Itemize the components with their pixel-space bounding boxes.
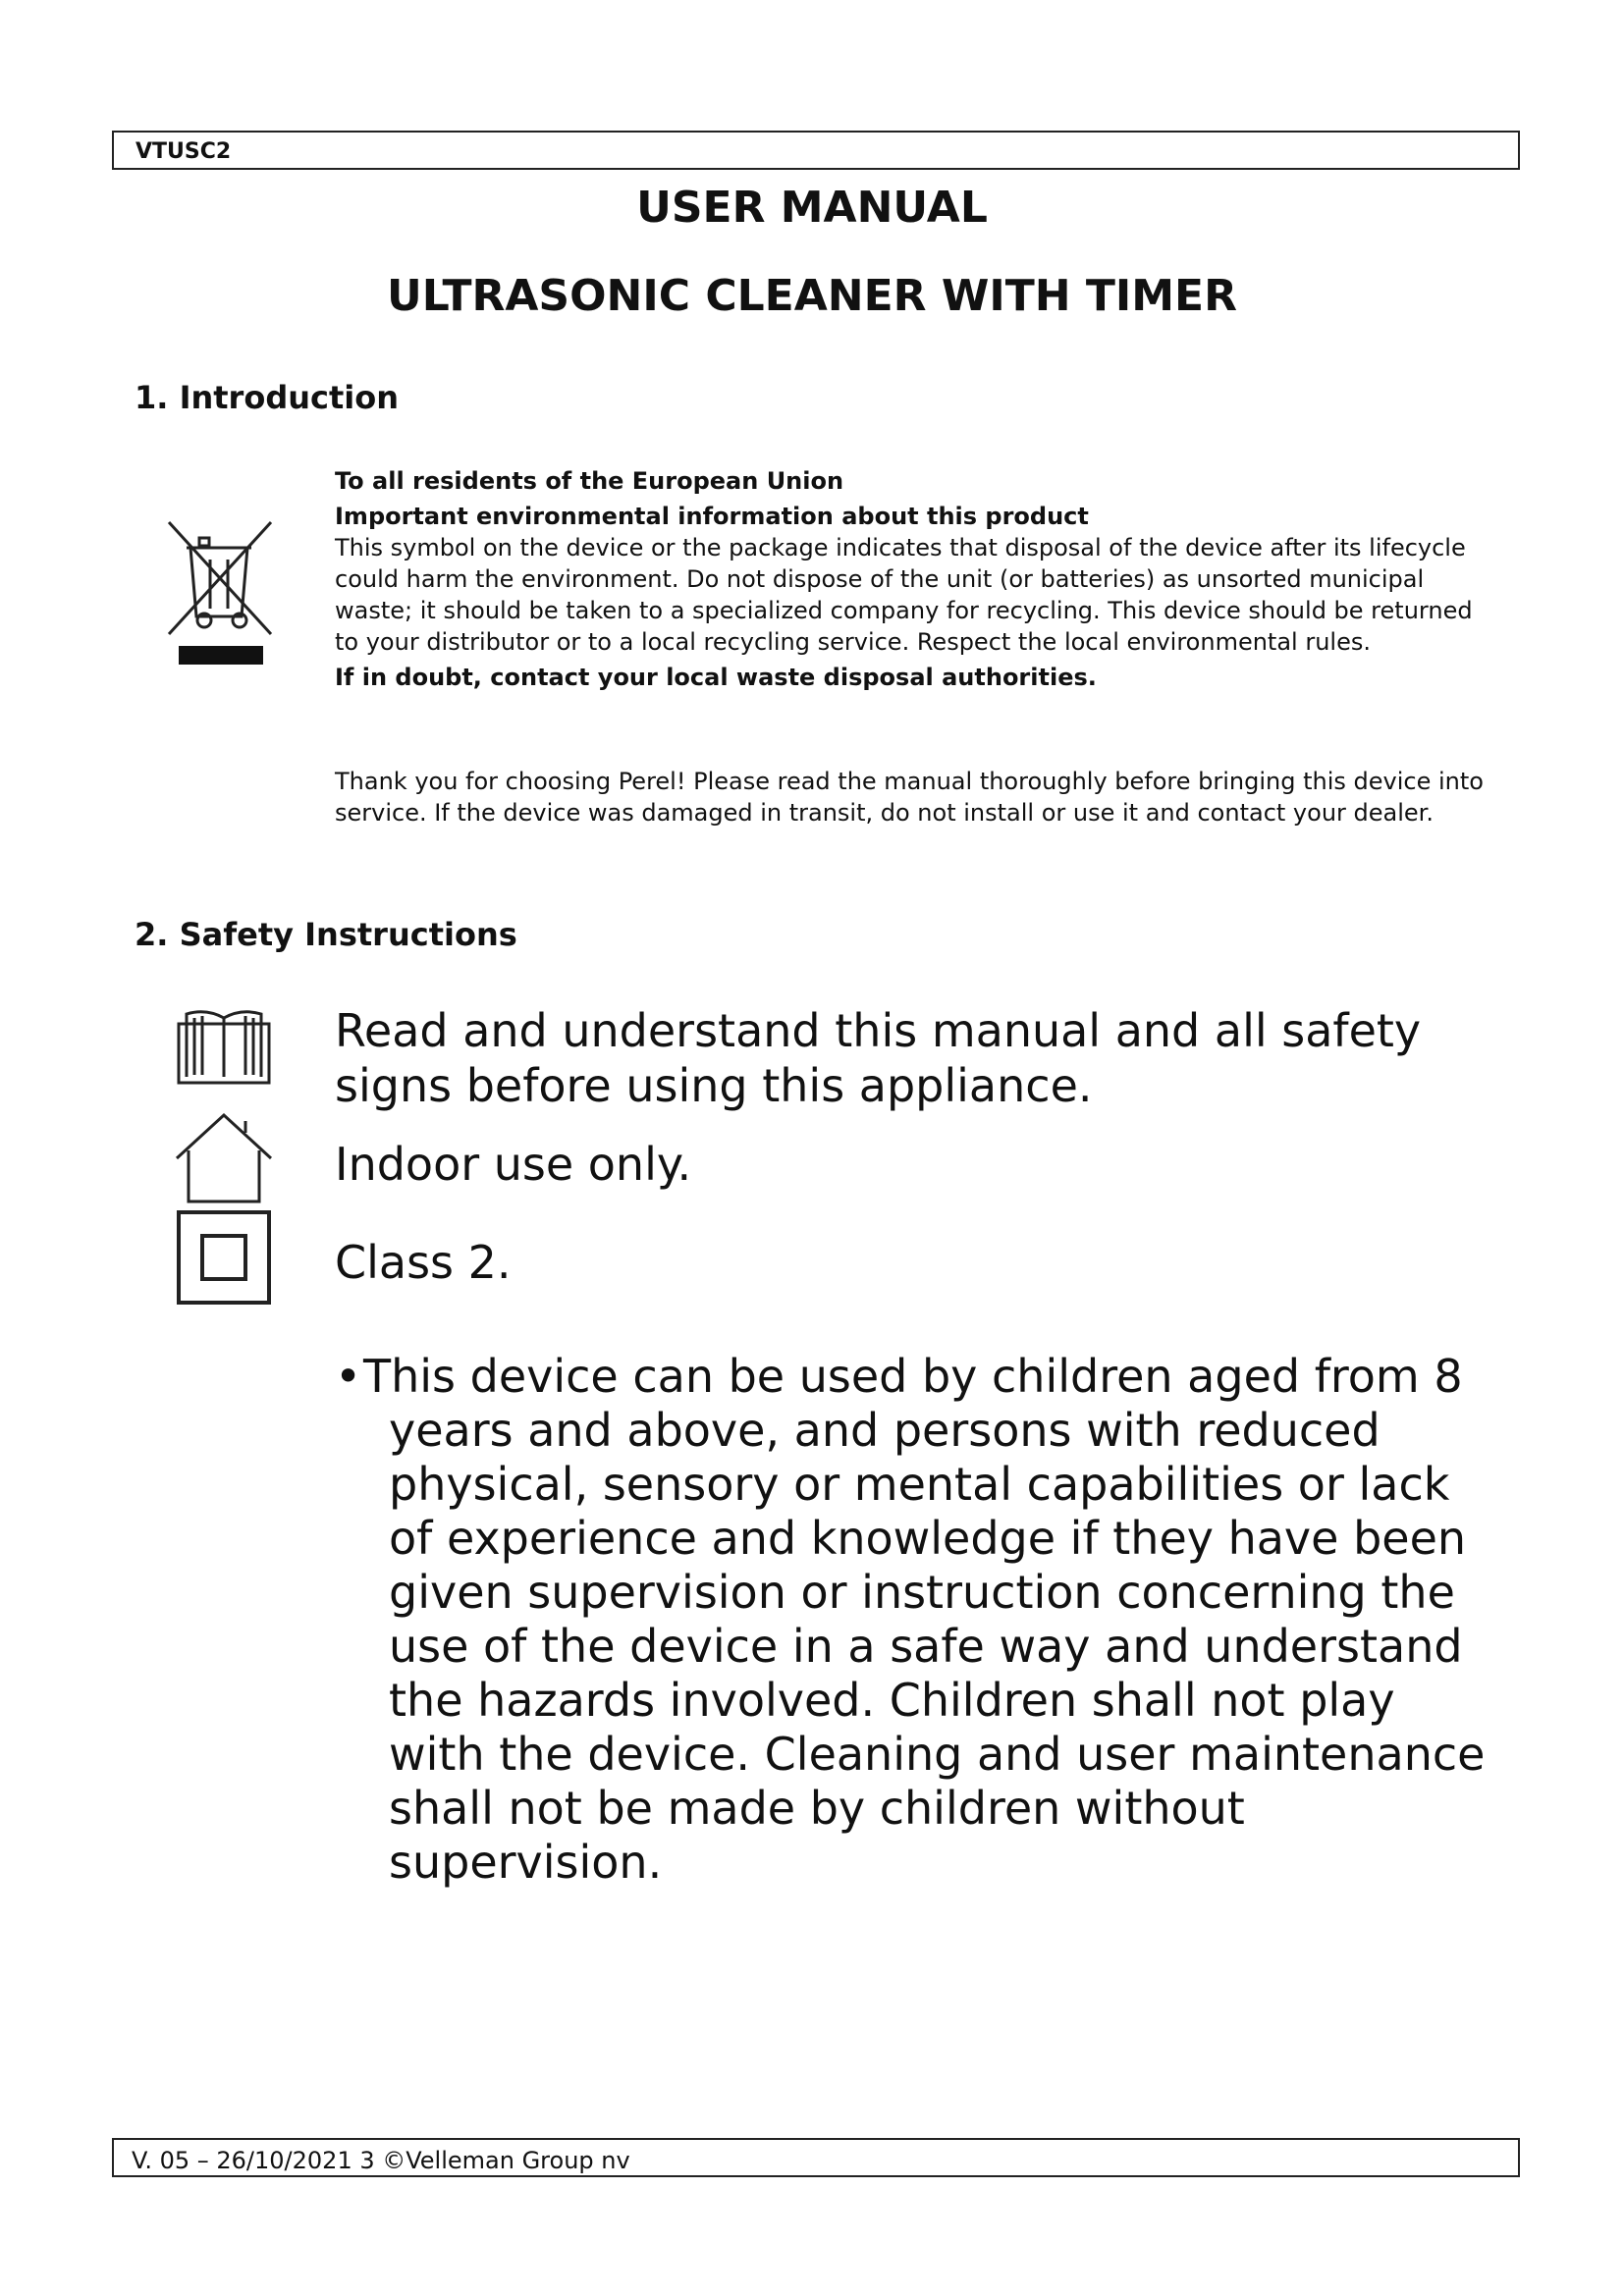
thank-you-paragraph: Thank you for choosing Perel! Please read the manual thoroughly before bringing this device into service. If the device was damaged in transit, do not install or use it and contact your dealer. — [335, 768, 1484, 827]
model-number: VTUSC2 — [135, 139, 232, 164]
children-safety-bullet — [335, 1350, 1493, 1890]
eu-residents-line: To all residents of the European Union — [335, 467, 844, 495]
page-subtitle: ULTRASONIC CLEANER WITH TIMER — [386, 271, 1237, 321]
section-heading-safety: 2. Safety Instructions — [135, 916, 517, 953]
children-safety-paragraph: This device can be used by children aged from 8 years and above, and persons with reduced physical, sensory or mental capabilities or lack of experience and knowledge if they have been given supervision or instruction concerning the use of the device in a safe way and understand the hazards involved. Children shall not play with the device. Cleaning and user maintenance shall not be made by children without supervision. — [363, 1350, 1486, 1889]
children-safety-text — [335, 1350, 1493, 1890]
safety-sign-indoor-text: Indoor use only. — [335, 1138, 692, 1191]
section-heading-introduction: 1. Introduction — [135, 379, 399, 416]
safety-sign-manual-text: Read and understand this manual and all safety signs before using this appliance. — [335, 1004, 1422, 1112]
bullet-dot: • — [335, 1350, 362, 1403]
disposal-authorities-line: If in doubt, contact your local waste disposal authorities. — [335, 664, 1097, 691]
footer-box — [112, 2138, 1520, 2177]
environmental-heading: Important environmental information about this product — [335, 503, 1089, 530]
house-icon — [173, 1111, 275, 1205]
weee-notice — [335, 465, 1484, 693]
manual-book-icon — [175, 1006, 273, 1087]
class2-icon — [177, 1210, 271, 1305]
model-header-box — [112, 131, 1520, 170]
crossed-bin-icon — [165, 518, 275, 670]
environmental-body: This symbol on the device or the package indicates that disposal of the device after its lifecycle could harm the environment. Do not dispose of the unit (or batteries) as unsorted municipal waste; it should be taken to a specialized company for recycling. This device should be returned to your distributor or to a local recycling service. Respect the local environmental rules. — [335, 534, 1473, 656]
safety-sign-class2-text: Class 2. — [335, 1236, 512, 1289]
footer-version: V. 05 – 26/10/2021 3 ©Velleman Group nv — [132, 2147, 630, 2174]
page-title: USER MANUAL — [636, 183, 988, 233]
